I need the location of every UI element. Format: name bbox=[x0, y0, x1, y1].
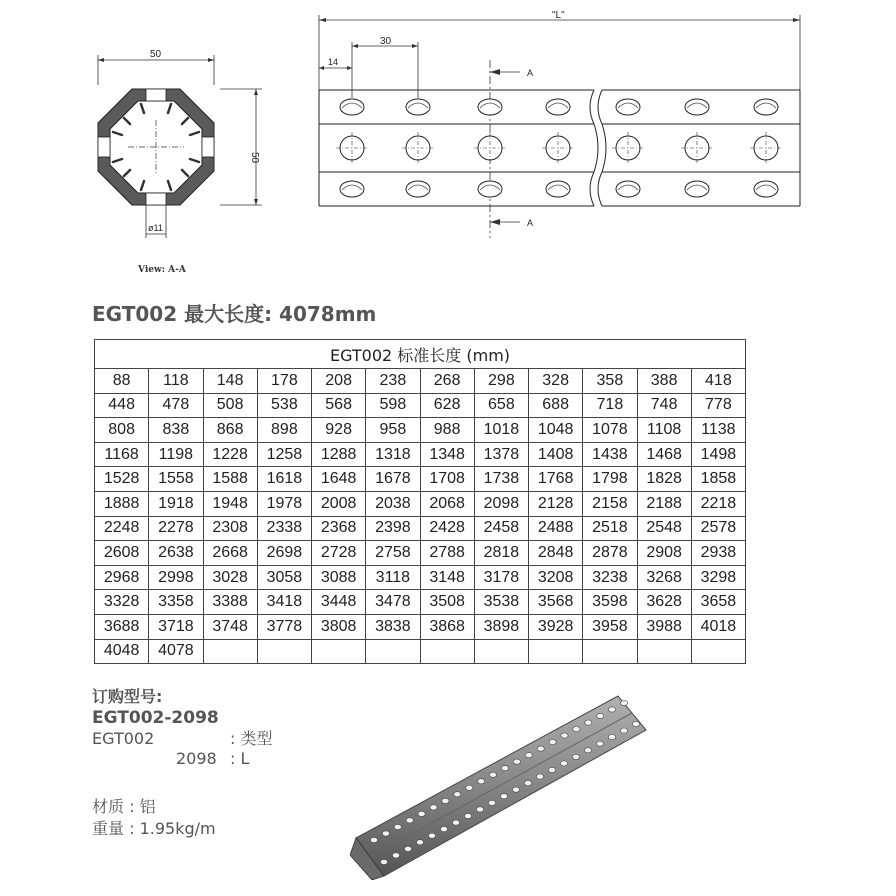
length-cell: 3538 bbox=[474, 590, 528, 615]
table-row bbox=[95, 639, 746, 664]
side-view-holes bbox=[336, 99, 782, 197]
length-cell: 628 bbox=[420, 393, 474, 418]
length-cell: 838 bbox=[149, 418, 203, 443]
length-cell: 898 bbox=[257, 418, 311, 443]
length-cell: 2938 bbox=[691, 541, 745, 566]
length-cell bbox=[420, 639, 474, 664]
length-cell: 1498 bbox=[691, 442, 745, 467]
product-hole bbox=[476, 807, 483, 812]
order-length-line bbox=[92, 749, 272, 769]
length-cell: 3778 bbox=[257, 614, 311, 639]
length-cell: 868 bbox=[203, 418, 257, 443]
length-cell: 3658 bbox=[691, 590, 745, 615]
order-heading: 订购型号: bbox=[92, 687, 163, 706]
product-hole bbox=[382, 831, 389, 836]
material-spec: 材质 : 铝 bbox=[92, 797, 156, 816]
length-cell: 1018 bbox=[474, 418, 528, 443]
table-header: EGT002 标准长度 (mm) bbox=[95, 340, 746, 369]
length-cell: 1528 bbox=[95, 467, 149, 492]
length-cell: 1678 bbox=[366, 467, 420, 492]
length-cell bbox=[366, 639, 420, 664]
page-title: EGT002 最大长度: 4078mm bbox=[92, 302, 377, 326]
product-hole bbox=[370, 837, 377, 842]
product-hole bbox=[608, 735, 615, 740]
product-hole bbox=[454, 792, 461, 797]
length-cell: 988 bbox=[420, 418, 474, 443]
product-hole bbox=[500, 794, 507, 799]
length-cell: 3718 bbox=[149, 614, 203, 639]
product-hole bbox=[466, 785, 473, 790]
length-cell: 3148 bbox=[420, 565, 474, 590]
length-cell: 2518 bbox=[583, 516, 637, 541]
length-cell: 2698 bbox=[257, 541, 311, 566]
length-cell: 3448 bbox=[312, 590, 366, 615]
product-hole bbox=[489, 772, 496, 777]
product-hole bbox=[416, 840, 423, 845]
length-cell bbox=[203, 639, 257, 664]
length-cell: 2278 bbox=[149, 516, 203, 541]
product-hole bbox=[632, 721, 639, 726]
product-hole bbox=[440, 827, 447, 832]
length-cell: 568 bbox=[312, 393, 366, 418]
product-hole bbox=[597, 713, 604, 718]
length-cell: 3568 bbox=[529, 590, 583, 615]
length-cell: 2428 bbox=[420, 516, 474, 541]
table-row bbox=[95, 541, 746, 566]
view-label: View: A-A bbox=[138, 265, 186, 275]
product-hole bbox=[501, 766, 508, 771]
length-cell: 2668 bbox=[203, 541, 257, 566]
table-row bbox=[95, 369, 746, 394]
length-cell: 2968 bbox=[95, 565, 149, 590]
length-cell: 1138 bbox=[691, 418, 745, 443]
product-hole bbox=[430, 805, 437, 810]
length-cell: 4018 bbox=[691, 614, 745, 639]
length-cell: 88 bbox=[95, 369, 149, 394]
product-hole bbox=[380, 859, 387, 864]
length-cell: 1588 bbox=[203, 467, 257, 492]
length-cell: 1408 bbox=[529, 442, 583, 467]
length-cell: 3268 bbox=[637, 565, 691, 590]
length-cell: 3958 bbox=[583, 614, 637, 639]
length-cell: 2008 bbox=[312, 491, 366, 516]
section-marker-top: A bbox=[527, 68, 534, 78]
length-cell bbox=[474, 639, 528, 664]
length-cell: 3508 bbox=[420, 590, 474, 615]
length-cell bbox=[257, 639, 311, 664]
length-cell: 508 bbox=[203, 393, 257, 418]
length-cell: 2308 bbox=[203, 516, 257, 541]
pitch-dim: 30 bbox=[380, 36, 392, 47]
product-hole bbox=[536, 774, 543, 779]
length-cell: 1768 bbox=[529, 467, 583, 492]
section-view bbox=[98, 49, 262, 238]
length-cell: 2068 bbox=[420, 491, 474, 516]
product-hole bbox=[596, 741, 603, 746]
table-row bbox=[95, 491, 746, 516]
length-cell: 1918 bbox=[149, 491, 203, 516]
length-cell bbox=[583, 639, 637, 664]
length-cell: 2818 bbox=[474, 541, 528, 566]
length-cell: 1318 bbox=[366, 442, 420, 467]
length-cell: 3748 bbox=[203, 614, 257, 639]
table-row bbox=[95, 418, 746, 443]
length-cell: 208 bbox=[312, 369, 366, 394]
length-cell: 1978 bbox=[257, 491, 311, 516]
side-view bbox=[319, 10, 800, 238]
length-cell: 2128 bbox=[529, 491, 583, 516]
length-cell: 928 bbox=[312, 418, 366, 443]
length-cell: 1348 bbox=[420, 442, 474, 467]
order-info bbox=[92, 686, 272, 769]
length-cell bbox=[691, 639, 745, 664]
order-length-code: 2098 bbox=[176, 749, 217, 768]
length-cell: 4078 bbox=[149, 639, 203, 664]
spec-info bbox=[92, 796, 216, 840]
length-cell bbox=[529, 639, 583, 664]
order-code: EGT002-2098 bbox=[92, 708, 219, 728]
table-row bbox=[95, 393, 746, 418]
length-cell: 1648 bbox=[312, 467, 366, 492]
length-cell bbox=[312, 639, 366, 664]
length-cell bbox=[637, 639, 691, 664]
length-cell: 3358 bbox=[149, 590, 203, 615]
length-cell: 3028 bbox=[203, 565, 257, 590]
length-cell: 2758 bbox=[366, 541, 420, 566]
length-cell: 2788 bbox=[420, 541, 474, 566]
length-cell: 3988 bbox=[637, 614, 691, 639]
table-row bbox=[95, 467, 746, 492]
technical-drawings bbox=[0, 0, 896, 290]
length-cell: 298 bbox=[474, 369, 528, 394]
length-cell: 3898 bbox=[474, 614, 528, 639]
length-cell: 2458 bbox=[474, 516, 528, 541]
length-cell: 1948 bbox=[203, 491, 257, 516]
product-hole bbox=[548, 767, 555, 772]
length-cell: 3478 bbox=[366, 590, 420, 615]
product-hole bbox=[561, 733, 568, 738]
length-cell: 1108 bbox=[637, 418, 691, 443]
length-cell: 178 bbox=[257, 369, 311, 394]
product-image bbox=[350, 690, 650, 880]
length-cell: 118 bbox=[149, 369, 203, 394]
length-cell: 1888 bbox=[95, 491, 149, 516]
length-cell: 2548 bbox=[637, 516, 691, 541]
length-cell: 2038 bbox=[366, 491, 420, 516]
length-cell: 148 bbox=[203, 369, 257, 394]
order-length-label: : L bbox=[230, 749, 250, 768]
product-hole bbox=[404, 846, 411, 851]
weight-spec: 重量 : 1.95kg/m bbox=[92, 819, 216, 838]
length-cell: 388 bbox=[637, 369, 691, 394]
length-cell: 3838 bbox=[366, 614, 420, 639]
table-row bbox=[95, 614, 746, 639]
length-cell: 688 bbox=[529, 393, 583, 418]
product-hole bbox=[512, 787, 519, 792]
length-cell: 478 bbox=[149, 393, 203, 418]
length-cell: 1798 bbox=[583, 467, 637, 492]
length-cell: 3868 bbox=[420, 614, 474, 639]
hole-dim: ø11 bbox=[148, 223, 163, 233]
length-dim: "L" bbox=[552, 10, 565, 21]
length-cell: 598 bbox=[366, 393, 420, 418]
length-cell: 1468 bbox=[637, 442, 691, 467]
product-hole bbox=[584, 748, 591, 753]
length-cell: 2398 bbox=[366, 516, 420, 541]
product-hole bbox=[418, 811, 425, 816]
length-cell: 358 bbox=[583, 369, 637, 394]
product-hole bbox=[524, 781, 531, 786]
length-cell: 2728 bbox=[312, 541, 366, 566]
length-cell: 3628 bbox=[637, 590, 691, 615]
length-cell: 2188 bbox=[637, 491, 691, 516]
length-cell: 3238 bbox=[583, 565, 637, 590]
height-dim: 50 bbox=[249, 152, 260, 164]
product-hole bbox=[585, 720, 592, 725]
length-cell: 1048 bbox=[529, 418, 583, 443]
length-cell: 2998 bbox=[149, 565, 203, 590]
product-hole bbox=[560, 761, 567, 766]
length-cell: 3058 bbox=[257, 565, 311, 590]
length-cell: 1708 bbox=[420, 467, 474, 492]
length-cell: 2848 bbox=[529, 541, 583, 566]
length-cell: 3208 bbox=[529, 565, 583, 590]
product-hole bbox=[406, 818, 413, 823]
product-hole bbox=[609, 707, 616, 712]
table-row bbox=[95, 516, 746, 541]
length-cell: 238 bbox=[366, 369, 420, 394]
length-cell: 1858 bbox=[691, 467, 745, 492]
length-cell: 2638 bbox=[149, 541, 203, 566]
length-cell: 3118 bbox=[366, 565, 420, 590]
product-hole bbox=[392, 853, 399, 858]
product-hole bbox=[572, 754, 579, 759]
length-cell: 418 bbox=[691, 369, 745, 394]
product-hole bbox=[428, 833, 435, 838]
length-cell: 658 bbox=[474, 393, 528, 418]
length-cell: 1168 bbox=[95, 442, 149, 467]
length-cell: 1738 bbox=[474, 467, 528, 492]
length-cell: 3298 bbox=[691, 565, 745, 590]
standard-length-table bbox=[94, 339, 746, 664]
length-cell: 328 bbox=[529, 369, 583, 394]
product-hole bbox=[620, 700, 627, 705]
table-row bbox=[95, 590, 746, 615]
order-type-label: : 类型 bbox=[230, 729, 273, 748]
length-cell: 1618 bbox=[257, 467, 311, 492]
product-hole bbox=[525, 753, 532, 758]
length-cell: 2338 bbox=[257, 516, 311, 541]
product-hole bbox=[478, 779, 485, 784]
product-hole bbox=[573, 727, 580, 732]
length-cell: 2158 bbox=[583, 491, 637, 516]
length-cell: 1558 bbox=[149, 467, 203, 492]
length-cell: 3388 bbox=[203, 590, 257, 615]
length-cell: 2488 bbox=[529, 516, 583, 541]
length-cell: 3688 bbox=[95, 614, 149, 639]
length-cell: 2248 bbox=[95, 516, 149, 541]
length-cell: 2578 bbox=[691, 516, 745, 541]
product-hole bbox=[537, 746, 544, 751]
order-type-line bbox=[92, 729, 272, 749]
length-cell: 2608 bbox=[95, 541, 149, 566]
length-cell: 1288 bbox=[312, 442, 366, 467]
product-hole bbox=[549, 740, 556, 745]
product-hole bbox=[488, 800, 495, 805]
length-cell: 748 bbox=[637, 393, 691, 418]
length-cell: 268 bbox=[420, 369, 474, 394]
length-cell: 2368 bbox=[312, 516, 366, 541]
length-cell: 718 bbox=[583, 393, 637, 418]
section-marker-bottom: A bbox=[527, 218, 534, 228]
length-cell: 2908 bbox=[637, 541, 691, 566]
product-hole bbox=[442, 798, 449, 803]
length-cell: 1228 bbox=[203, 442, 257, 467]
length-cell: 1078 bbox=[583, 418, 637, 443]
length-cell: 3598 bbox=[583, 590, 637, 615]
length-cell: 958 bbox=[366, 418, 420, 443]
length-cell: 808 bbox=[95, 418, 149, 443]
table-body bbox=[95, 369, 746, 664]
width-dim: 50 bbox=[150, 49, 162, 60]
length-cell: 1258 bbox=[257, 442, 311, 467]
length-cell: 3418 bbox=[257, 590, 311, 615]
length-cell: 778 bbox=[691, 393, 745, 418]
product-hole bbox=[513, 759, 520, 764]
product-hole bbox=[620, 728, 627, 733]
length-cell: 3328 bbox=[95, 590, 149, 615]
length-cell: 3808 bbox=[312, 614, 366, 639]
length-cell: 4048 bbox=[95, 639, 149, 664]
length-cell: 3088 bbox=[312, 565, 366, 590]
order-type-code: EGT002 bbox=[92, 729, 155, 748]
length-cell: 2218 bbox=[691, 491, 745, 516]
length-cell: 448 bbox=[95, 393, 149, 418]
length-cell: 538 bbox=[257, 393, 311, 418]
table-row bbox=[95, 565, 746, 590]
length-cell: 1198 bbox=[149, 442, 203, 467]
product-hole bbox=[464, 813, 471, 818]
length-cell: 3178 bbox=[474, 565, 528, 590]
length-cell: 1378 bbox=[474, 442, 528, 467]
length-cell: 3928 bbox=[529, 614, 583, 639]
length-cell: 1438 bbox=[583, 442, 637, 467]
table-row bbox=[95, 442, 746, 467]
length-cell: 2098 bbox=[474, 491, 528, 516]
product-hole bbox=[394, 824, 401, 829]
length-cell: 1828 bbox=[637, 467, 691, 492]
product-hole bbox=[452, 820, 459, 825]
offset-dim: 14 bbox=[328, 57, 339, 67]
length-cell: 2878 bbox=[583, 541, 637, 566]
